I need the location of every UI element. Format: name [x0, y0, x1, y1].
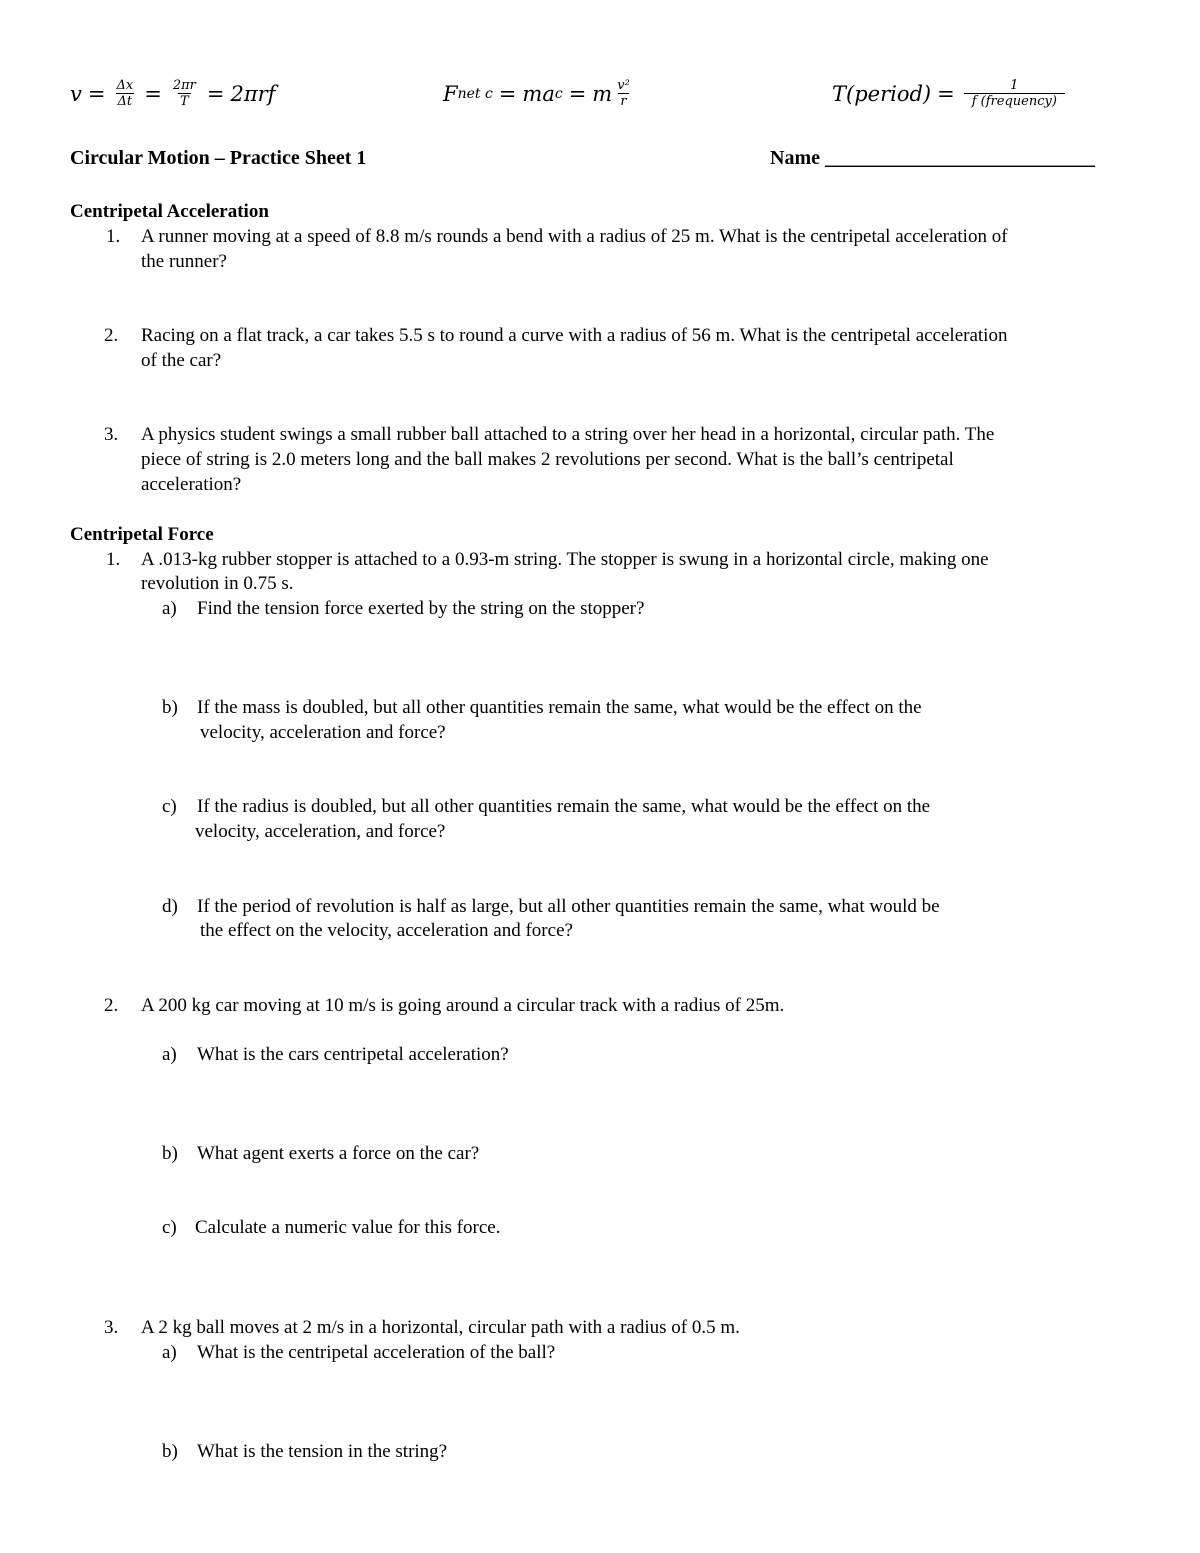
subquestion-text: What is the cars centripetal acceleration? — [197, 1044, 509, 1065]
question-text: revolution in 0.75 s. — [141, 573, 294, 594]
velocity-symbol: v — [70, 81, 82, 106]
one-over-frequency: $\frac{1}{\text{f (frequency)}}$ — [964, 78, 1065, 109]
subquestion-label: b) — [162, 1143, 178, 1164]
subquestion-text: If the period of revolution is half as large, but all other quantities remain the same, what would be — [197, 896, 940, 917]
question-text: A 2 kg ball moves at 2 m/s in a horizontal, circular path with a radius of 0.5 m. — [141, 1317, 740, 1338]
section-heading-acceleration: Centripetal Acceleration — [70, 201, 269, 222]
velocity-formula: v = $\frac{\Delta x}{\Delta t}$ = $\frac{2\pi r}{T}$ = 2πrf — [70, 78, 276, 109]
subquestion-text: If the radius is doubled, but all other quantities remain the same, what would be the effect on the — [197, 796, 931, 817]
subquestion-text: If the mass is doubled, but all other quantities remain the same, what would be the effect on the — [197, 697, 922, 718]
question-number: 1. — [106, 226, 121, 247]
subquestion-text: What agent exerts a force on the car? — [197, 1143, 480, 1164]
subquestion-label: d) — [162, 896, 178, 917]
question-number: 2. — [104, 325, 119, 346]
circumference-fraction: $\frac{2\pi r}{T}$ — [172, 78, 196, 109]
subquestion-text: Calculate a numeric value for this force. — [195, 1217, 501, 1238]
subquestion-text: velocity, acceleration and force? — [200, 722, 446, 743]
subquestion-label: a) — [162, 1342, 177, 1363]
question-text: A physics student swings a small rubber ball attached to a string over her head in a horizontal, circular path. The — [141, 424, 995, 445]
subquestion-label: b) — [162, 1441, 178, 1462]
question-text: A .013-kg rubber stopper is attached to a 0.93-m string. The stopper is swung in a horizontal circle, making one — [141, 549, 989, 570]
subquestion-label: c) — [162, 796, 177, 817]
subquestion-label: c) — [162, 1217, 177, 1238]
velocity-rhs: 2πrf — [230, 81, 276, 106]
page-title: Circular Motion – Practice Sheet 1 — [70, 147, 367, 169]
question-number: 3. — [104, 1317, 119, 1338]
subquestion-text: What is the tension in the string? — [197, 1441, 448, 1462]
question-number: 3. — [104, 424, 119, 445]
question-number: 1. — [106, 549, 121, 570]
subquestion-label: a) — [162, 598, 177, 619]
subquestion-text: Find the tension force exerted by the string on the stopper? — [197, 598, 645, 619]
question-text: Racing on a flat track, a car takes 5.5 s to round a curve with a radius of 56 m. What is the centripetal acceleration — [141, 325, 1008, 346]
subquestion-label: a) — [162, 1044, 177, 1065]
subquestion-text: the effect on the velocity, acceleration and force? — [200, 920, 573, 941]
question-text: piece of string is 2.0 meters long and the ball makes 2 revolutions per second. What is the ball’s centripetal — [141, 449, 954, 470]
question-text: the runner? — [141, 251, 227, 272]
question-text: of the car? — [141, 350, 222, 371]
question-number: 2. — [104, 995, 119, 1016]
question-text: A runner moving at a speed of 8.8 m/s rounds a bend with a radius of 25 m. What is the centripetal acceleration of — [141, 226, 1008, 247]
section-heading-force: Centripetal Force — [70, 524, 214, 545]
force-symbol: F — [443, 81, 458, 106]
v-squared-over-r: $\frac{\text{v²}}{r}$ — [617, 78, 630, 109]
subquestion-label: b) — [162, 697, 178, 718]
period-formula: T(period) = $\frac{1}{\text{f (frequency)}}$ — [832, 78, 1068, 109]
period-symbol: T(period) — [832, 81, 932, 106]
name-field[interactable]: Name ___________________________ — [770, 147, 1095, 169]
question-text: acceleration? — [141, 474, 242, 495]
delta-fraction: $\frac{\Delta x}{\Delta t}$ — [116, 78, 134, 109]
question-text: A 200 kg car moving at 10 m/s is going around a circular track with a radius of 25m. — [141, 995, 785, 1016]
subquestion-text: What is the centripetal acceleration of the ball? — [197, 1342, 556, 1363]
subquestion-text: velocity, acceleration, and force? — [195, 821, 446, 842]
force-formula: F net c = ma c = m $\frac{\text{v²}}{r}$ — [443, 78, 630, 109]
